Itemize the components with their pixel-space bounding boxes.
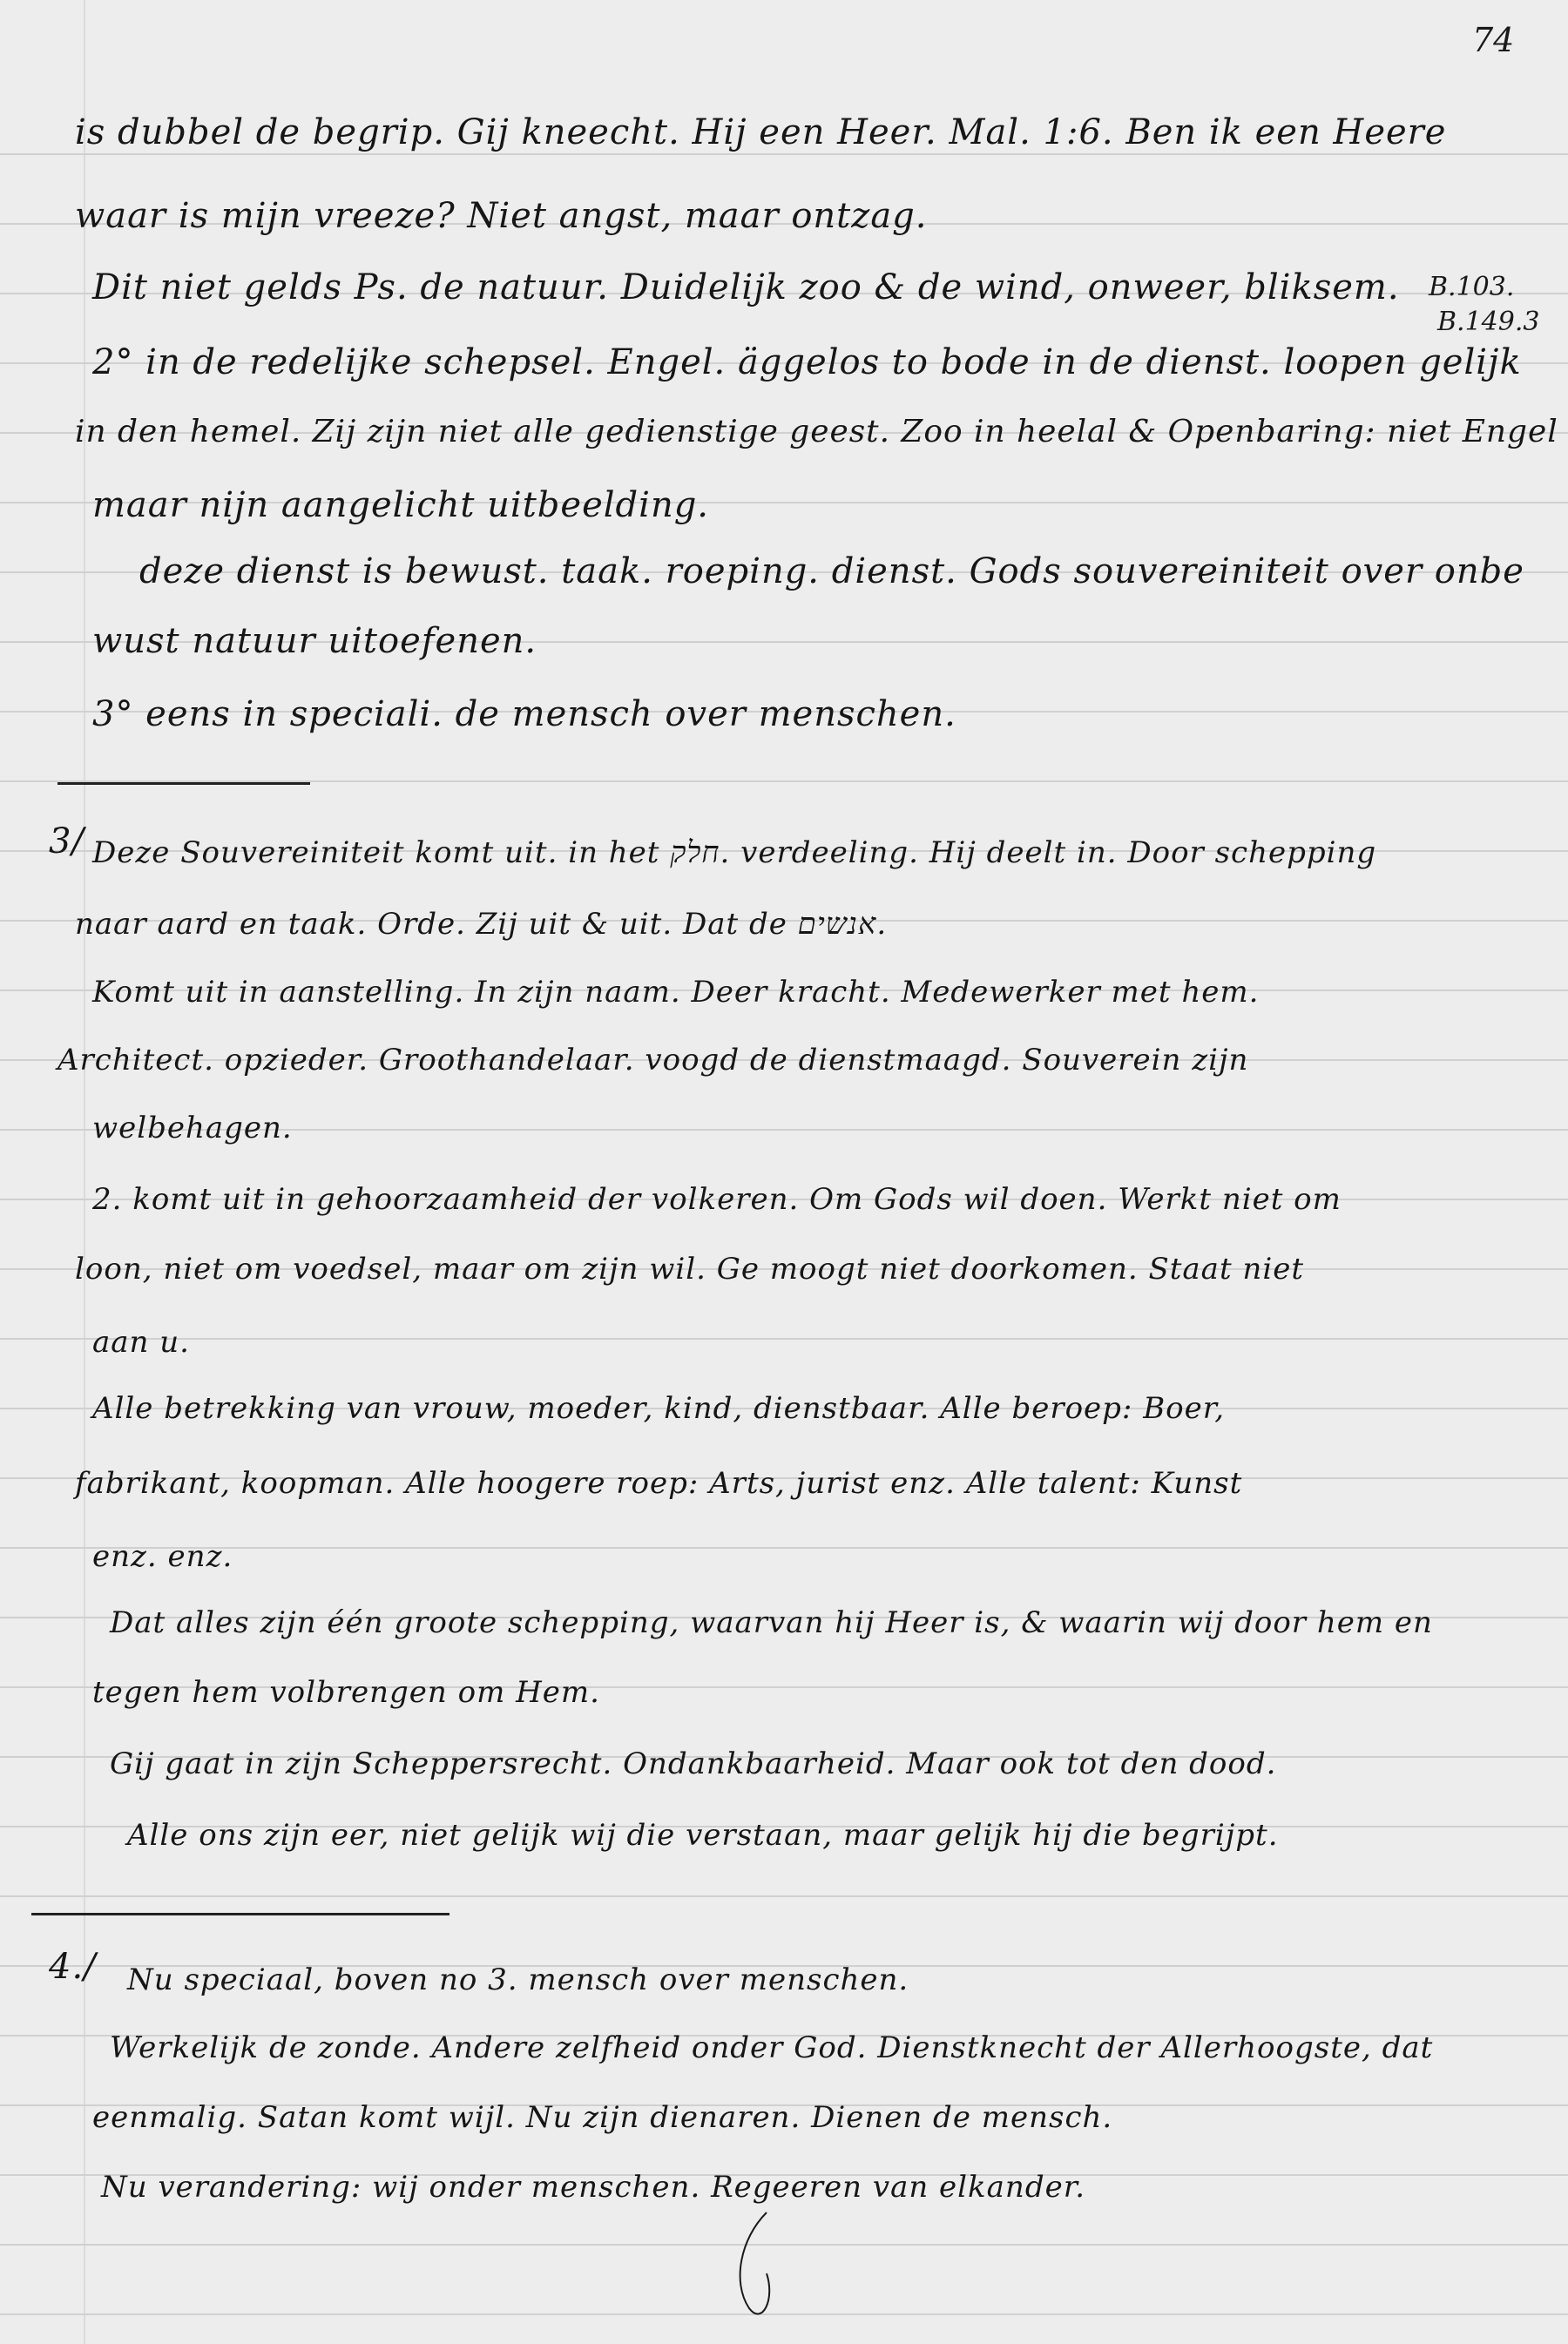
text-line-1: is dubbel de begrip. Gij kneecht. Hij een Heer. Mal. 1:6. Ben ik een Heere	[75, 112, 1447, 152]
text-line-9: 3° eens in speciali. de mensch over menschen.	[92, 694, 956, 734]
pen-flourish	[714, 2204, 819, 2326]
text-line-15: 2. komt uit in gehoorzaamheid der volkeren. Om Gods wil doen. Werkt niet om	[92, 1182, 1342, 1217]
margin-rule	[84, 0, 85, 2344]
text-line-4: 2° in de redelijke schepsel. Engel. äggelos to bode in de dienst. loopen gelijk	[92, 342, 1522, 382]
text-line-25: Nu speciaal, boven no 3. mensch over menschen.	[127, 1962, 909, 1997]
text-line-28: Nu verandering: wij onder menschen. Regeeren van elkander.	[101, 2170, 1086, 2205]
section-divider-1	[57, 782, 310, 785]
text-line-2: waar is mijn vreeze? Niet angst, maar ontzag.	[75, 196, 928, 236]
text-line-5: in den hemel. Zij zijn niet alle gedienstige geest. Zoo in heelal & Openbaring: niet Engel	[75, 414, 1558, 449]
text-line-6: maar nijn aangelicht uitbeelding.	[92, 485, 710, 525]
text-line-3: Dit niet gelds Ps. de natuur. Duidelijk zoo & de wind, onweer, bliksem.	[92, 267, 1400, 307]
rule-line	[0, 1338, 1568, 1340]
text-line-24: Alle ons zijn eer, niet gelijk wij die verstaan, maar gelijk hij die begrijpt.	[127, 1818, 1279, 1853]
text-line-10: Deze Souvereiniteit komt uit. in het חלק. verdeeling. Hij deelt in. Door schepping	[92, 835, 1377, 870]
text-line-21: Dat alles zijn één groote schepping, waarvan hij Heer is, & waarin wij door hem en	[110, 1605, 1433, 1640]
text-line-20: enz. enz.	[92, 1539, 233, 1574]
text-line-26: Werkelijk de zonde. Andere zelfheid onder God. Dienstknecht der Allerhoogste, dat	[110, 2030, 1434, 2065]
page-number: 74	[1472, 21, 1515, 59]
text-line-14: welbehagen.	[92, 1111, 293, 1145]
margin-ref-1: B.103.	[1429, 272, 1515, 302]
rule-line	[0, 1547, 1568, 1549]
rule-line	[0, 1895, 1568, 1897]
rule-line	[0, 153, 1568, 155]
section-marker-3: 3/	[49, 821, 84, 861]
text-line-11: naar aard en taak. Orde. Zij uit & uit. Dat de אנשים.	[75, 907, 888, 942]
section-divider-2	[31, 1913, 449, 1915]
text-line-17: aan u.	[92, 1325, 190, 1360]
text-line-7: deze dienst is bewust. taak. roeping. dienst. Gods souvereiniteit over onbe	[139, 551, 1524, 591]
section-marker-4: 4./	[49, 1947, 97, 1987]
text-line-22: tegen hem volbrengen om Hem.	[92, 1675, 600, 1710]
text-line-19: fabrikant, koopman. Alle hoogere roep: Arts, jurist enz. Alle talent: Kunst	[75, 1466, 1243, 1501]
text-line-8: wust natuur uitoefenen.	[92, 621, 537, 661]
text-line-23: Gij gaat in zijn Scheppersrecht. Ondankbaarheid. Maar ook tot den dood.	[110, 1746, 1277, 1781]
text-line-16: loon, niet om voedsel, maar om zijn wil. Ge moogt niet doorkomen. Staat niet	[75, 1252, 1304, 1287]
text-line-12: Komt uit in aanstelling. In zijn naam. Deer kracht. Medewerker met hem.	[92, 975, 1260, 1010]
text-line-13: Architect. opzieder. Groothandelaar. voogd de dienstmaagd. Souverein zijn	[57, 1043, 1249, 1077]
margin-ref-2: B.149.3	[1437, 307, 1540, 337]
text-line-18: Alle betrekking van vrouw, moeder, kind, dienstbaar. Alle beroep: Boer,	[92, 1391, 1226, 1426]
text-line-27: eenmalig. Satan komt wijl. Nu zijn dienaren. Dienen de mensch.	[92, 2100, 1113, 2135]
